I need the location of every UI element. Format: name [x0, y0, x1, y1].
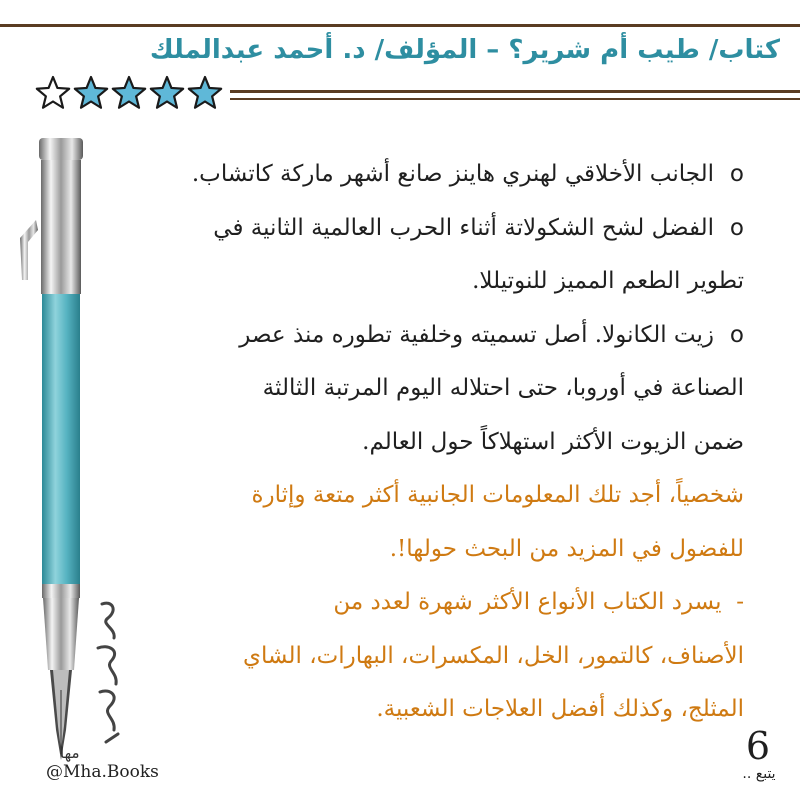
page-number: 6 [745, 724, 771, 768]
star-filled-icon [72, 74, 110, 112]
bullet-item-nutella: oالفضل لشح الشكولاتة أثناء الحرب العالمية الثانية في [96, 202, 744, 256]
dash-item-cont-2: المثلج، وكذلك أفضل العلاجات الشعبية. [376, 696, 744, 722]
dash-item: - يسرد الكتاب الأنواع الأكثر شهرة لعدد من [333, 589, 744, 615]
header-bottom-rule [230, 90, 800, 93]
star-filled-icon [110, 74, 148, 112]
fountain-pen-icon [12, 130, 92, 770]
account-handle: @Mha.Books [46, 762, 159, 782]
star-empty-icon [34, 74, 72, 112]
bullet-item-canola: oزيت الكانولا. أصل تسميته وخلفية تطوره منذ عصر [96, 309, 744, 363]
star-filled-icon [186, 74, 224, 112]
star-filled-icon [148, 74, 186, 112]
continued-label: يتبع .. [742, 766, 776, 782]
signature-text: مها [60, 744, 80, 762]
bullet-icon: o [729, 321, 744, 348]
opinion-line: شخصياً، أجد تلك المعلومات الجانبية أكثر متعة وإثارة [251, 482, 744, 508]
bullet-item-canola-cont: الصناعة في أوروبا، حتى احتلاله اليوم المرتبة الثالثة [262, 375, 744, 401]
dash-icon: - [736, 589, 744, 615]
bullet-item-canola-cont-2: ضمن الزيوت الأكثر استهلاكاً حول العالم. [362, 428, 744, 455]
book-review-content [96, 148, 744, 737]
rating-stars [34, 74, 224, 118]
header-bottom-rule-2 [230, 98, 800, 100]
bullet-item-nutella-cont: تطوير الطعم المميز للنوتيللا. [472, 268, 744, 294]
bullet-icon: o [729, 161, 744, 187]
opinion-line-cont: للفضول في المزيد من البحث حولها!. [389, 535, 744, 562]
bullet-item-heinz: oالجانب الأخلاقي لهنري هاينز صانع أشهر ماركة كاتشاب. [96, 148, 744, 202]
page-title: كتاب/ طيب أم شرير؟ – المؤلف/ د. أحمد عبدالملك [149, 35, 780, 65]
bullet-icon: o [729, 214, 744, 241]
header-top-rule [0, 24, 800, 27]
dash-item-cont: الأصناف، كالتمور، الخل، المكسرات، البهارات، الشاي [242, 642, 744, 669]
